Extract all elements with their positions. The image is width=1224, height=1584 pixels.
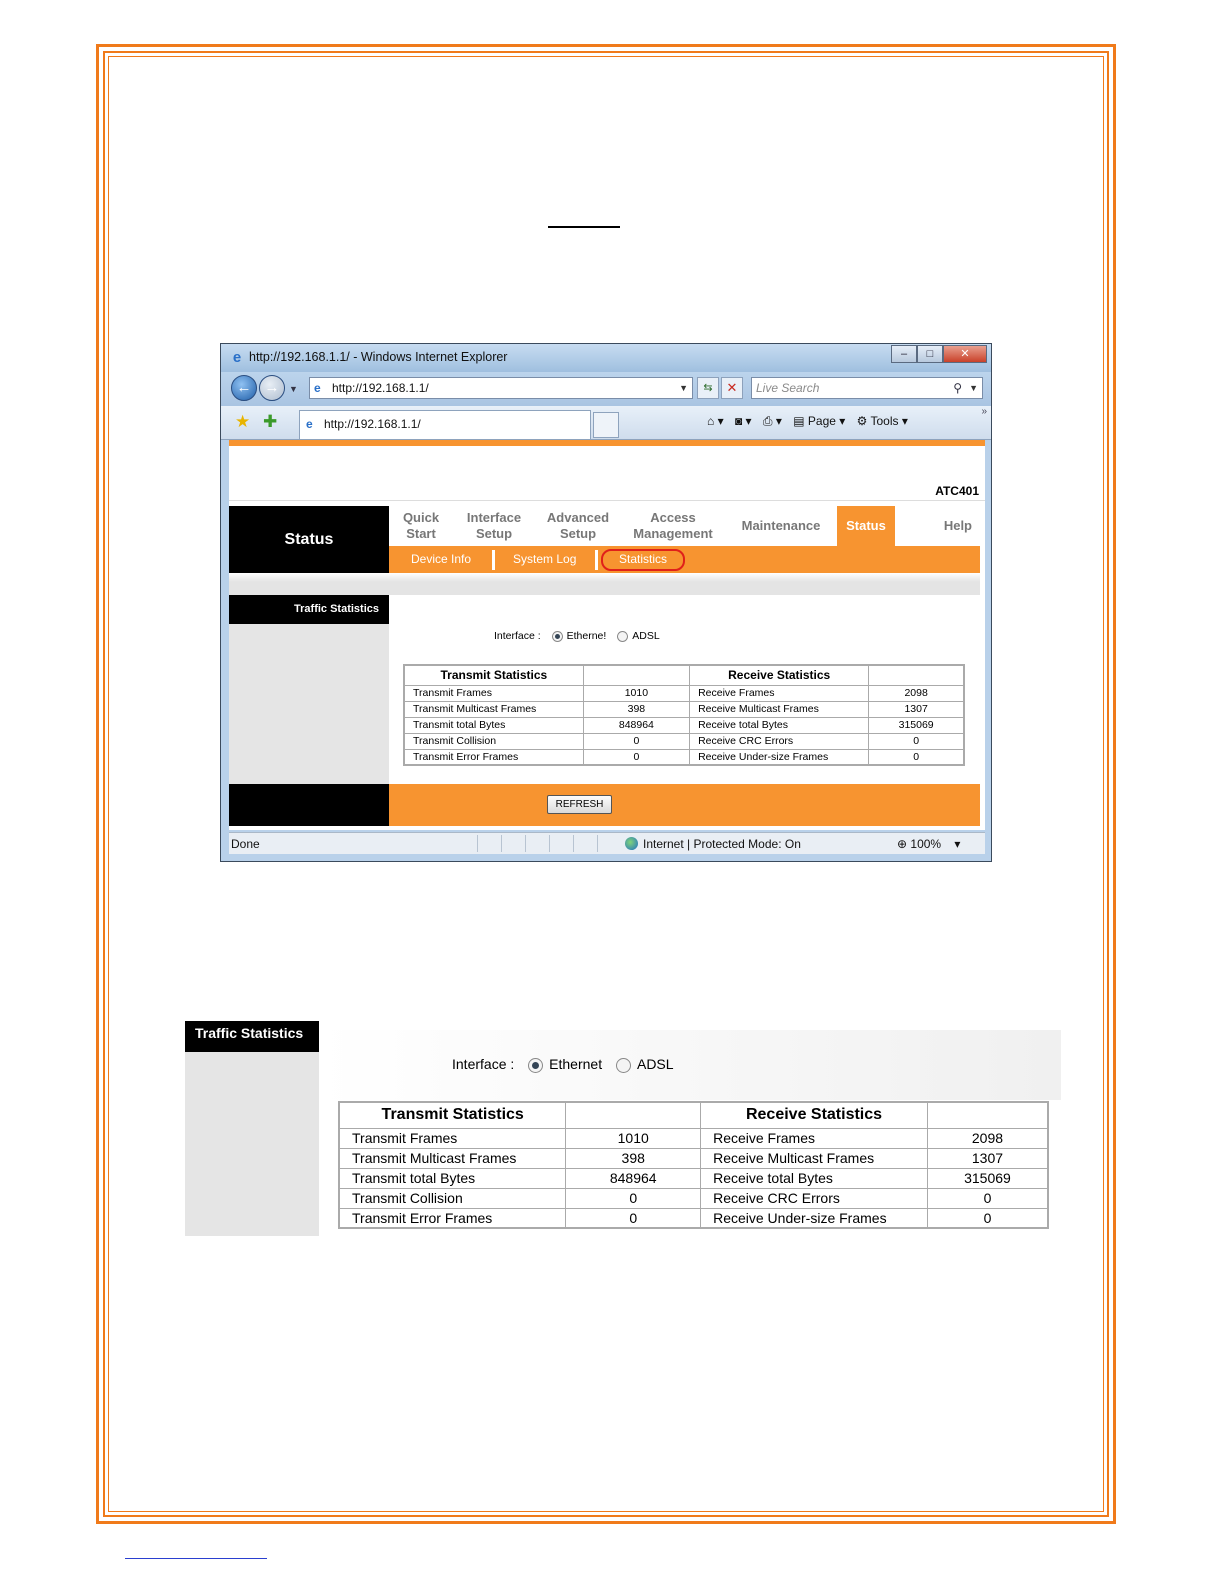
zoom-side-panel [185,1052,319,1236]
zoom-adsl-radio[interactable] [616,1058,631,1073]
command-bar [707,414,916,429]
zoom-control[interactable]: ⊕ 100% ▾ [897,837,961,851]
nav-advanced-setup[interactable]: Advanced Setup [546,510,610,541]
globe-icon [625,837,638,850]
section-title: Status [229,506,389,573]
receive-header: Receive Statistics [701,1102,928,1128]
search-dropdown-icon[interactable]: ▼ [969,383,978,393]
chevron-icon[interactable]: » [981,406,987,417]
router-page [229,440,985,830]
footer-bar [389,784,980,826]
footer-left [229,784,389,826]
table-row: Transmit Frames 1010 Receive Frames 2098 [339,1128,1048,1148]
status-bar [229,832,985,854]
nav-help[interactable]: Help [943,518,972,533]
subnav-device-info[interactable]: Device Info [411,552,472,566]
tab-bar [221,406,991,440]
transmit-header: Transmit Statistics [339,1102,566,1128]
divider [229,500,985,501]
tab-active[interactable]: e http://192.168.1.1/ [299,410,591,439]
feeds-icon[interactable]: ◙ ▾ [734,414,752,428]
search-icon[interactable]: ⚲ [953,381,962,395]
orange-top-bar [229,440,985,446]
grey-band [229,573,980,595]
ie-icon: e [232,349,242,366]
footer-line [125,1558,267,1559]
receive-header: Receive Statistics [690,665,869,685]
maximize-button[interactable]: □ [917,345,943,363]
subnav-system-log[interactable]: System Log [513,552,577,566]
table-row: Transmit total Bytes 848964 Receive total Bytes 315069 [339,1168,1048,1188]
minimize-button[interactable]: – [891,345,917,363]
zoom-side-title: Traffic Statistics [185,1021,319,1052]
table-row: Transmit Collision 0 Receive CRC Errors 0 [404,733,964,749]
ethernet-radio[interactable] [552,631,563,642]
zoom-stats-table [338,1101,1049,1229]
new-tab-button[interactable] [593,412,619,438]
nav-maintenance[interactable]: Maintenance [741,518,821,533]
address-toolbar [221,372,991,406]
print-icon[interactable]: ⎙ ▾ [762,414,782,428]
browser-window [220,343,992,862]
table-row: Transmit Multicast Frames 398 Receive Multicast Frames 1307 [339,1148,1048,1168]
refresh-button[interactable]: REFRESH [547,795,612,814]
close-button[interactable]: ✕ [943,345,987,363]
stats-table [403,664,965,766]
zoom-interface-selector: Interface : Ethernet ADSL [452,1056,674,1072]
page-menu[interactable]: ▤ Page ▾ [793,414,846,428]
table-row: Transmit total Bytes 848964 Receive total Bytes 315069 [404,717,964,733]
history-dropdown-icon[interactable]: ▼ [289,384,298,394]
side-panel [229,624,389,784]
title-bar [221,344,991,372]
address-input[interactable]: e http://192.168.1.1/ ▼ [309,377,693,399]
sub-nav [389,546,980,573]
adsl-radio[interactable] [617,631,628,642]
status-text: Done [231,837,260,851]
nav-access-management[interactable]: Access Management [633,510,713,541]
table-row: Transmit Error Frames 0 Receive Under-size Frames 0 [339,1208,1048,1228]
add-favorite-icon[interactable]: ✚ [263,412,278,431]
subnav-statistics[interactable]: Statistics [619,552,668,566]
forward-button[interactable]: → [259,375,285,401]
back-button[interactable]: ← [231,375,257,401]
nav-interface-setup[interactable]: Interface Setup [466,510,522,541]
table-row: Transmit Multicast Frames 398 Receive Multicast Frames 1307 [404,701,964,717]
security-zone: Internet | Protected Mode: On [625,837,801,851]
table-row: Transmit Collision 0 Receive CRC Errors 0 [339,1188,1048,1208]
refresh-icon[interactable]: ⇆ [697,377,719,399]
stop-icon[interactable]: ✕ [721,377,743,399]
side-title: Traffic Statistics [229,595,389,624]
transmit-header: Transmit Statistics [404,665,583,685]
page-icon: e [314,381,321,395]
table-row: Transmit Error Frames 0 Receive Under-size Frames 0 [404,749,964,765]
model-name: ATC401 [935,484,979,498]
favorites-star-icon[interactable]: ★ [235,412,251,431]
zoom-background [319,1030,1061,1100]
nav-quick-start[interactable]: Quick Start [402,510,440,541]
search-input[interactable]: Live Search ⚲ ▼ [751,377,983,399]
page-icon: e [306,417,313,431]
tools-menu[interactable]: ⚙ Tools ▾ [856,414,908,428]
zoom-ethernet-radio[interactable] [528,1058,543,1073]
home-icon[interactable]: ⌂ ▾ [707,414,724,428]
table-row: Transmit Frames 1010 Receive Frames 2098 [404,685,964,701]
nav-status[interactable]: Status [837,506,895,546]
address-dropdown-icon[interactable]: ▼ [679,383,688,393]
window-title: http://192.168.1.1/ - Windows Internet Explorer [249,350,508,364]
main-nav [389,506,980,546]
interface-selector: Interface : Etherne! ADSL [494,630,660,642]
title-underline [548,226,620,228]
